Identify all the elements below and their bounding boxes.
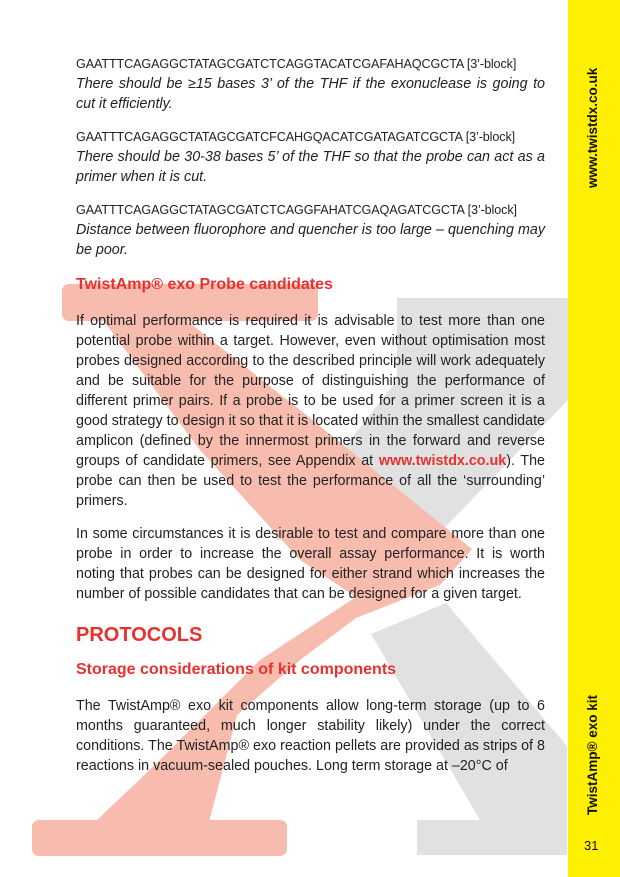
side-tab bbox=[568, 0, 620, 877]
sequence-suffix: [3’-block] bbox=[467, 203, 517, 217]
example-2 bbox=[76, 127, 545, 187]
sequence: GAATTTCAGAGGCTATAGCGATCTCAGGTACATCGAFAHAQCGCTA bbox=[76, 57, 464, 71]
sequence: GAATTTCAGAGGCTATAGCGATCFCAHGQACATCGATAGATCGCTA bbox=[76, 130, 463, 144]
example-note: There should be 30-38 bases 5’ of the THF so that the probe can act as a primer when it is cut. bbox=[76, 149, 545, 185]
page-content bbox=[76, 54, 545, 789]
example-1 bbox=[76, 54, 545, 114]
example-3 bbox=[76, 200, 545, 260]
website-url: www.twistdx.co.uk bbox=[585, 67, 600, 188]
website-link[interactable]: www.twistdx.co.uk bbox=[378, 453, 507, 469]
example-note: Distance between fluorophore and quencher is too large – quenching may be poor. bbox=[76, 222, 545, 258]
text: If optimal performance is required it is advisable to test more than one potential probe within a target. However, even without optimisation most probes designed according to the described principle will work adequately and be suitable for the purpose of distinguishing the performance of different primer pairs. If a probe is to be used for a primer screen it is a good strategy to design it so that it is located within the smallest candidate amplicon (defined by the innermost primers in the forward and reverse groups of candidate primers, see Appendix at bbox=[76, 313, 545, 469]
probe-paragraph-1 bbox=[76, 311, 545, 511]
text: ). The probe can then be used to test the performance of all the ‘surrounding’ primers. bbox=[76, 453, 545, 509]
storage-paragraph: The TwistAmp® exo kit components allow long-term storage (up to 6 months guaranteed, much longer stability likely) under the correct conditions. The TwistAmp® exo reaction pellets are provided as strips of 8 reactions in vacuum-sealed pouches. Long term storage at –20°C of bbox=[76, 698, 545, 774]
example-note: There should be ≥15 bases 3’ of the THF if the exonuclease is going to cut it efficiently. bbox=[76, 76, 545, 112]
sequence-suffix: [3’-block] bbox=[466, 57, 517, 71]
section-heading-probe-candidates: TwistAmp® exo Probe candidates bbox=[76, 276, 333, 293]
protocols-heading: PROTOCOLS bbox=[76, 624, 203, 646]
page-number: 31 bbox=[584, 838, 599, 853]
sequence-suffix: [3’-block] bbox=[465, 130, 516, 144]
probe-paragraph-2: In some circumstances it is desirable to test and compare more than one probe in order to increase the overall assay performance. It is worth noting that probes can be designed for either strand which increases the number of possible candidates that can be designed for a given target. bbox=[76, 526, 545, 602]
storage-heading: Storage considerations of kit components bbox=[76, 661, 397, 678]
product-name: TwistAmp® exo kit bbox=[585, 695, 600, 815]
sequence: GAATTTCAGAGGCTATAGCGATCTCAGGFAHATCGAQAGATCGCTA bbox=[76, 203, 465, 217]
